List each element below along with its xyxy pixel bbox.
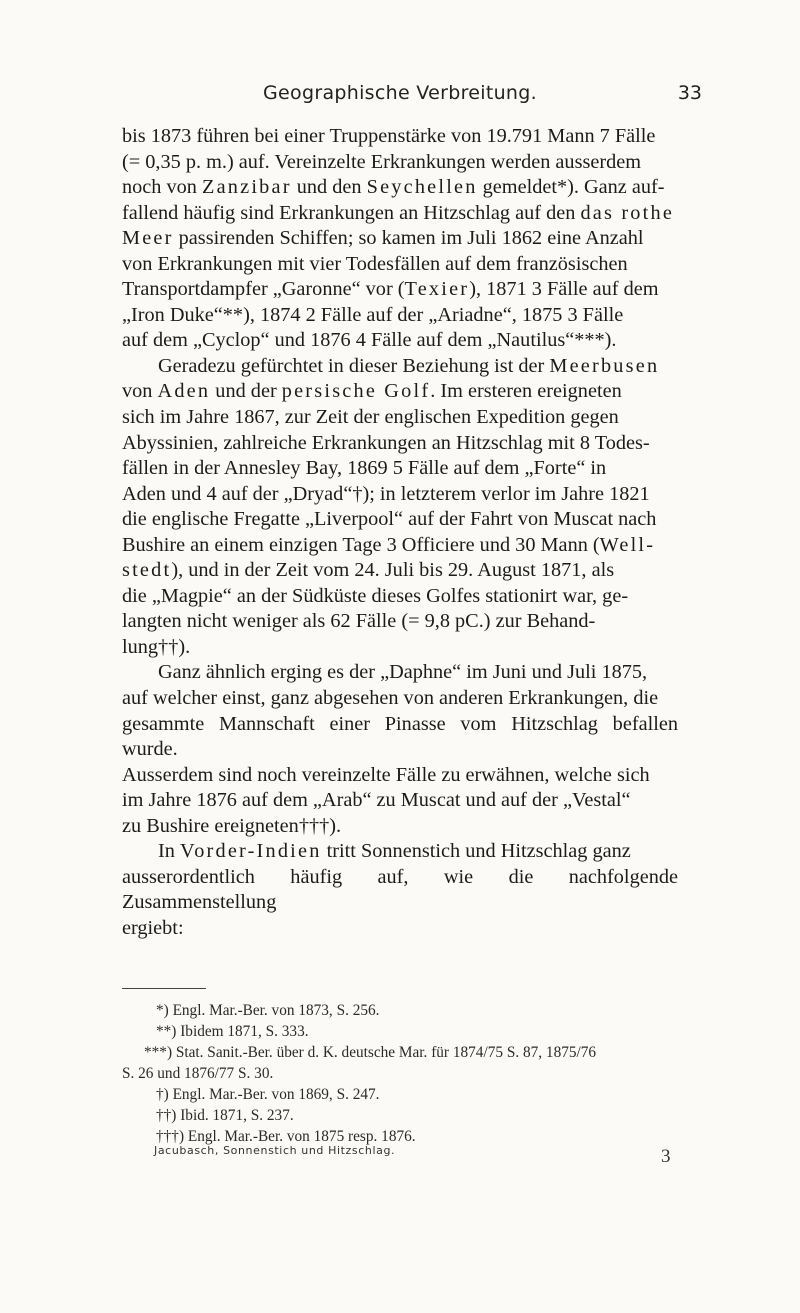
text-line: [122, 534, 655, 556]
text-run: und der: [210, 380, 282, 403]
text-line: [122, 380, 622, 402]
spaced-term: Seychellen: [366, 176, 478, 199]
text-line: bis 1873 führen bei einer Truppenstärke von 19.791 Mann 7 Fälle: [122, 125, 656, 147]
text-line: die „Magpie“ an der Südküste dieses Golfes stationirt war, ge-: [122, 584, 629, 607]
paragraph-4: [122, 839, 678, 941]
text-line: im Jahre 1876 auf dem „Arab“ zu Muscat und auf der „Vestal“: [122, 789, 631, 812]
text-line: [158, 840, 631, 862]
text-run: Bushire an einem einzigen Tage 3 Officiere und 30 Mann (: [122, 533, 600, 556]
running-header: [100, 82, 700, 112]
footnote-continuation: S. 26 und 1876/77 S. 30.: [122, 1065, 274, 1082]
text-line: [122, 202, 674, 224]
text-line: von Erkrankungen mit vier Todesfällen auf dem französischen: [122, 252, 628, 275]
text-run: ), und in der Zeit vom 24. Juli bis 29. August 1871, als: [171, 559, 615, 582]
spaced-term: Well-: [599, 533, 656, 556]
spaced-term: das rothe: [580, 201, 675, 224]
spaced-term: Aden: [157, 380, 211, 403]
paragraph-2: [122, 354, 678, 661]
text-run: gemeldet*). Ganz auf-: [477, 176, 665, 199]
text-line: ergiebt:: [122, 916, 184, 939]
spaced-term: persische Golf: [281, 380, 431, 403]
text-line: [122, 227, 644, 249]
text-run: In: [158, 840, 180, 863]
footnote: [122, 1042, 678, 1063]
text-line: [158, 355, 659, 377]
text-line: „Iron Duke“**), 1874 2 Fälle auf der „Ariadne“, 1875 3 Fälle: [122, 303, 624, 326]
footnote: †) Engl. Mar.-Ber. von 1869, S. 247.: [156, 1086, 380, 1103]
text-line: Abyssinien, zahlreiche Erkrankungen an Hitzschlag mit 8 Todes-: [122, 431, 650, 454]
text-run: fallend häufig sind Erkrankungen an Hitzschlag auf den: [122, 201, 581, 224]
paragraph-3: [122, 660, 678, 839]
paragraph-1: [122, 124, 678, 354]
text-line: Ganz ähnlich erging es der „Daphne“ im Juni und Juli 1875,: [158, 661, 648, 684]
main-text: [122, 124, 678, 942]
text-line: [122, 278, 659, 300]
text-run: passirenden Schiffen; so kamen im Juli 1862 eine Anzahl: [173, 227, 644, 250]
text-line: Ausserdem sind noch vereinzelte Fälle zu erwähnen, welche sich: [122, 763, 650, 786]
spaced-term: Texier: [404, 278, 470, 301]
text-run: noch von: [122, 176, 202, 199]
spaced-term: Zanzibar: [202, 176, 292, 199]
text-line: ausserordentlich häufig auf, wie die nachfolgende Zusammenstellung: [122, 865, 678, 914]
text-run: von: [122, 380, 158, 403]
footnote-line: ***) Stat. Sanit.-Ber. über d. K. deutsche Mar. für 1874/75 S. 87, 1875/76: [144, 1044, 597, 1061]
text-run: und den: [291, 176, 367, 199]
running-title: Geographische Verbreitung.: [263, 82, 537, 104]
footnote: †††) Engl. Mar.-Ber. von 1875 resp. 1876.: [156, 1128, 416, 1145]
text-line: [122, 176, 665, 198]
text-line: [122, 559, 614, 581]
page-number: 33: [677, 82, 702, 104]
text-line: (= 0,35 p. m.) auf. Vereinzelte Erkrankungen werden ausserdem: [122, 150, 642, 173]
footnote: *) Engl. Mar.-Ber. von 1873, S. 256.: [156, 1002, 380, 1019]
text-line: gesammte Mannschaft einer Pinasse vom Hitzschlag befallen wurde.: [122, 712, 678, 761]
text-run: ), 1871 3 Fälle auf dem: [469, 278, 659, 301]
spaced-term: Meerbusen: [549, 354, 660, 377]
text-line: Aden und 4 auf der „Dryad“†); in letzterem verlor im Jahre 1821: [122, 482, 650, 505]
text-line: sich im Jahre 1867, zur Zeit der englischen Expedition gegen: [122, 406, 619, 429]
spaced-term: Vorder-Indien: [179, 840, 322, 863]
footnote-divider: [122, 988, 206, 989]
text-line: die englische Fregatte „Liverpool“ auf der Fahrt von Muscat nach: [122, 508, 657, 531]
text-run: Transportdampfer „Garonne“ vor (: [122, 278, 405, 301]
text-line: langten nicht weniger als 62 Fälle (= 9,8 pC.) zur Behand-: [122, 610, 596, 633]
text-run: Geradezu gefürchtet in dieser Beziehung ist der: [158, 354, 550, 377]
text-line: zu Bushire ereigneten†††).: [122, 814, 342, 837]
footnote: **) Ibidem 1871, S. 333.: [156, 1023, 309, 1040]
text-run: tritt Sonnenstich und Hitzschlag ganz: [321, 840, 631, 863]
sheet-number: 3: [661, 1146, 671, 1167]
footnotes: [122, 1000, 678, 1147]
text-line: fällen in der Annesley Bay, 1869 5 Fälle auf dem „Forte“ in: [122, 457, 607, 480]
text-line: auf dem „Cyclop“ und 1876 4 Fälle auf dem „Nautilus“***).: [122, 329, 617, 352]
text-line: lung††).: [122, 635, 191, 658]
spaced-term: Meer: [122, 227, 174, 250]
printer-signature: Jacubasch, Sonnenstich und Hitzschlag.: [154, 1144, 396, 1157]
spaced-term: stedt: [122, 559, 172, 582]
text-run: . Im ersteren ereigneten: [430, 380, 622, 403]
text-line: auf welcher einst, ganz abgesehen von anderen Erkrankungen, die: [122, 687, 659, 710]
footnote: ††) Ibid. 1871, S. 237.: [156, 1107, 294, 1124]
